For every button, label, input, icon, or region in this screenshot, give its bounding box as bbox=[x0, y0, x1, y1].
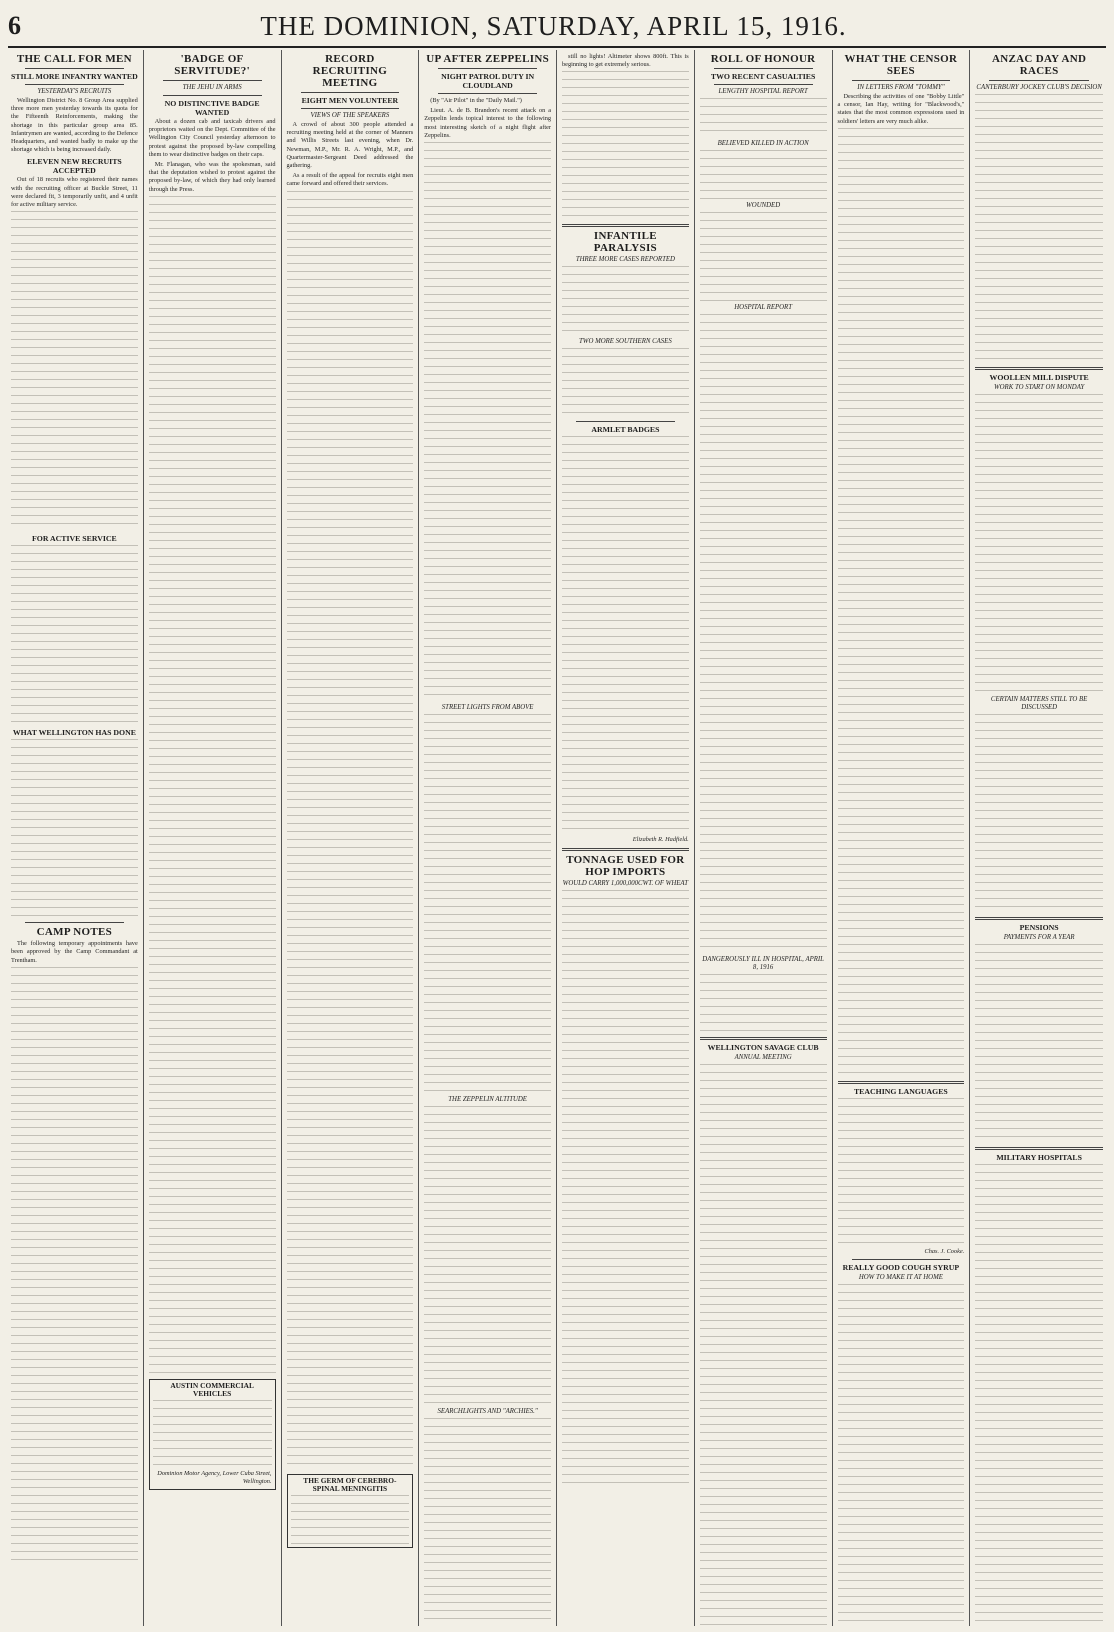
divider bbox=[25, 84, 124, 85]
divider bbox=[714, 68, 813, 69]
article-subheading: TEACHING LANGUAGES bbox=[853, 1086, 948, 1096]
article-subheading: IN LETTERS FROM "TOMMY" bbox=[857, 84, 945, 91]
masthead bbox=[8, 6, 1106, 48]
text-block bbox=[562, 266, 689, 336]
ad-title: AUSTIN COMMERCIAL VEHICLES bbox=[170, 1380, 254, 1399]
article-paragraph: As a result of the appeal for recruits eight men came forward and offered their services. bbox=[286, 172, 414, 188]
divider bbox=[25, 68, 124, 69]
article-subheading: THREE MORE CASES REPORTED bbox=[575, 256, 675, 264]
article-headline: ROLL OF HONOUR bbox=[710, 53, 816, 65]
text-block bbox=[700, 974, 827, 1034]
text-block bbox=[11, 739, 138, 919]
article-paragraph: still no lights! Altimeter shows 800ft. This is beginning to get extremely serious. bbox=[562, 53, 689, 69]
article-headline: TONNAGE USED FOR HOP IMPORTS bbox=[566, 853, 685, 878]
article-subheading: LENGTHY HOSPITAL REPORT bbox=[718, 88, 808, 95]
text-block bbox=[700, 1064, 827, 1626]
article-subheading: WOULD CARRY 1,000,000CWT. OF WHEAT bbox=[562, 879, 689, 887]
article-paragraph: Lieut. A. de B. Brandon's recent attack on a Zeppelin lends topical interest to the following most interesting sketch of a night flight after Zeppelins. bbox=[424, 107, 551, 139]
article-subheading: WOUNDED bbox=[746, 202, 781, 209]
article-subheading: THE ZEPPELIN ALTITUDE bbox=[448, 1096, 527, 1104]
divider bbox=[562, 224, 689, 227]
text-block bbox=[291, 1495, 410, 1545]
article-subheading: FOR ACTIVE SERVICE bbox=[32, 534, 117, 544]
divider bbox=[852, 1259, 951, 1260]
letter-signoff: Elizabeth R. Hadfield. bbox=[632, 836, 689, 844]
divider bbox=[438, 93, 537, 94]
divider bbox=[838, 1081, 965, 1084]
article-headline: 'BADGE OF SERVITUDE?' bbox=[174, 53, 250, 77]
article-subheading: ANNUAL MEETING bbox=[734, 1054, 792, 1061]
text-block bbox=[11, 211, 138, 531]
divider bbox=[975, 1147, 1103, 1150]
divider bbox=[438, 68, 537, 69]
divider bbox=[163, 80, 262, 81]
article-subheading: SEARCHLIGHTS AND "ARCHIES." bbox=[437, 1408, 538, 1416]
divider bbox=[714, 84, 813, 85]
divider bbox=[700, 1037, 827, 1040]
article-headline: RECORD RECRUITING MEETING bbox=[312, 53, 388, 89]
text-block bbox=[424, 714, 551, 1094]
text-block bbox=[975, 394, 1103, 694]
divider bbox=[163, 95, 262, 96]
article-paragraph: Wellington District No. 8 Group Area supplied three more men yesterday towards its quota for the Fifteenth Reinforcements, making the shortage in this particular group area 85. Infantrymen are wanted, according to the Defence Headquarters, and wanted badly to make up the shortage which is being increased daily. bbox=[11, 97, 138, 154]
article-subheading: VIEWS OF THE SPEAKERS bbox=[310, 112, 390, 119]
article-subheading: TWO RECENT CASUALTIES bbox=[710, 72, 816, 81]
text-block bbox=[424, 142, 551, 702]
ad-title: THE GERM OF CEREBRO-SPINAL MENINGITIS bbox=[303, 1475, 397, 1493]
article-subheading: REALLY GOOD COUGH SYRUP bbox=[842, 1263, 960, 1273]
text-block bbox=[700, 314, 827, 954]
text-block bbox=[838, 128, 965, 1078]
text-block bbox=[149, 196, 276, 1376]
article-subheading: PENSIONS bbox=[1019, 923, 1059, 932]
newspaper-columns bbox=[6, 50, 1108, 1626]
divider bbox=[852, 80, 951, 81]
text-block bbox=[153, 1400, 272, 1470]
text-block bbox=[975, 94, 1103, 364]
article-subheading: WELLINGTON SAVAGE CLUB bbox=[707, 1043, 819, 1052]
text-block bbox=[562, 348, 689, 418]
article-headline: CAMP NOTES bbox=[36, 926, 113, 939]
text-block bbox=[838, 1284, 965, 1626]
divider bbox=[576, 421, 675, 422]
text-block bbox=[700, 150, 827, 200]
page-number: 6 bbox=[8, 11, 21, 40]
column-infantile-paralysis bbox=[557, 50, 695, 1626]
article-subheading: ARMLET BADGES bbox=[591, 425, 660, 435]
article-headline: ANZAC DAY AND RACES bbox=[992, 53, 1087, 77]
article-subheading: THE JEHU IN ARMS bbox=[182, 84, 242, 91]
article-subheading: TWO MORE SOUTHERN CASES bbox=[579, 338, 672, 346]
article-subheading: HOW TO MAKE IT AT HOME bbox=[858, 1274, 943, 1282]
article-subheading: NO DISTINCTIVE BADGE WANTED bbox=[164, 99, 260, 117]
advertisement bbox=[287, 1474, 414, 1548]
article-subheading: BELIEVED KILLED IN ACTION bbox=[717, 140, 809, 147]
column-anzac-day bbox=[970, 50, 1108, 1626]
text-block bbox=[424, 1418, 551, 1626]
article-paragraph: The following temporary appointments have been approved by the Camp Commandant at Trentham. bbox=[11, 940, 138, 964]
text-block bbox=[975, 1164, 1103, 1626]
column-call-for-men bbox=[6, 50, 144, 1626]
divider bbox=[562, 848, 689, 851]
text-block bbox=[562, 436, 689, 836]
article-paragraph: About a dozen cab and taxicab drivers and proprietors waited on the Dept. Committee of the Wellington City Council yesterday afternoon to protest against the proposed by-law compelling them to wear distinctive badges on their caps. bbox=[148, 118, 276, 158]
article-paragraph: A crowd of about 300 people attended a recruiting meeting held at the corner of Manners and Willis Streets last evening, when Dr. Newman, M.P., Mr. R. A. Wright, M.P., and Quartermaster-Sergeant Deed addressed the gathering. bbox=[286, 121, 414, 170]
article-byline: (By "Air Pilot" in the "Daily Mail.") bbox=[430, 97, 522, 104]
text-block bbox=[700, 98, 827, 138]
divider bbox=[975, 367, 1103, 370]
column-zeppelins bbox=[419, 50, 557, 1626]
article-subheading: CANTERBURY JOCKEY CLUB'S DECISION bbox=[976, 84, 1102, 91]
divider bbox=[975, 917, 1103, 920]
article-subheading: YESTERDAY'S RECRUITS bbox=[37, 88, 112, 95]
masthead-title: THE DOMINION, SATURDAY, APRIL 15, 1916. bbox=[260, 10, 847, 41]
article-subheading: NIGHT PATROL DUTY IN CLOUDLAND bbox=[441, 72, 535, 90]
text-block bbox=[11, 545, 138, 725]
article-subheading: DANGEROUSLY ILL IN HOSPITAL, APRIL 8, 1916 bbox=[702, 956, 824, 971]
article-headline: UP AFTER ZEPPELINS bbox=[426, 53, 549, 65]
divider bbox=[301, 92, 400, 93]
article-headline: INFANTILE PARALYSIS bbox=[593, 230, 657, 255]
article-headline: THE CALL FOR MEN bbox=[16, 53, 132, 65]
text-block bbox=[975, 714, 1103, 914]
article-paragraph: Mr. Flanagan, who was the spokesman, said that the deputation wished to protest against the proposed by-law, of which they had only learned through the Press. bbox=[148, 161, 276, 193]
column-badge-of-servitude bbox=[144, 50, 282, 1626]
article-subheading: CERTAIN MATTERS STILL TO BE DISCUSSED bbox=[990, 696, 1088, 711]
column-roll-of-honour bbox=[695, 50, 833, 1626]
article-paragraph: Describing the activities of one "Bobby Little" a censor, Ian Hay, writing for "Blackwood's," states that the most common expressions used in soldiers' letters are very much alike. bbox=[837, 93, 965, 125]
divider bbox=[989, 80, 1089, 81]
article-subheading: HOSPITAL REPORT bbox=[734, 304, 792, 311]
advertisement bbox=[149, 1379, 276, 1490]
text-block bbox=[11, 967, 138, 1567]
article-headline: WHAT THE CENSOR SEES bbox=[844, 53, 958, 77]
text-block bbox=[975, 944, 1103, 1144]
article-paragraph: Out of 18 recruits who registered their names with the recruiting officer at Buckle Street, 11 were declared fit, 3 temporarily unfit, and 4 unfit for active military service. bbox=[11, 176, 138, 209]
text-block bbox=[562, 890, 689, 1490]
article-subheading: PAYMENTS FOR A YEAR bbox=[1003, 934, 1075, 941]
ad-address: Dominion Motor Agency, Lower Cuba Street, Wellington. bbox=[157, 1470, 272, 1486]
article-subheading: STILL MORE INFANTRY WANTED bbox=[11, 72, 138, 81]
divider bbox=[301, 108, 400, 109]
article-subheading: WORK TO START ON MONDAY bbox=[993, 384, 1085, 391]
text-block bbox=[562, 71, 689, 221]
text-block bbox=[287, 191, 414, 1471]
text-block bbox=[700, 212, 827, 302]
letter-signoff: Chas. J. Cooke. bbox=[924, 1247, 965, 1255]
article-subheading: ELEVEN NEW RECRUITS ACCEPTED bbox=[27, 157, 122, 176]
column-censor bbox=[833, 50, 971, 1626]
text-block bbox=[838, 1098, 965, 1248]
article-subheading: EIGHT MEN VOLUNTEER bbox=[301, 96, 399, 105]
article-subheading: STREET LIGHTS FROM ABOVE bbox=[441, 704, 534, 712]
column-recruiting-meeting bbox=[282, 50, 420, 1626]
article-subheading: MILITARY HOSPITALS bbox=[996, 1153, 1082, 1162]
text-block bbox=[424, 1106, 551, 1406]
article-subheading: WOOLLEN MILL DISPUTE bbox=[989, 373, 1089, 382]
divider bbox=[25, 922, 124, 923]
article-subheading: WHAT WELLINGTON HAS DONE bbox=[12, 728, 136, 738]
